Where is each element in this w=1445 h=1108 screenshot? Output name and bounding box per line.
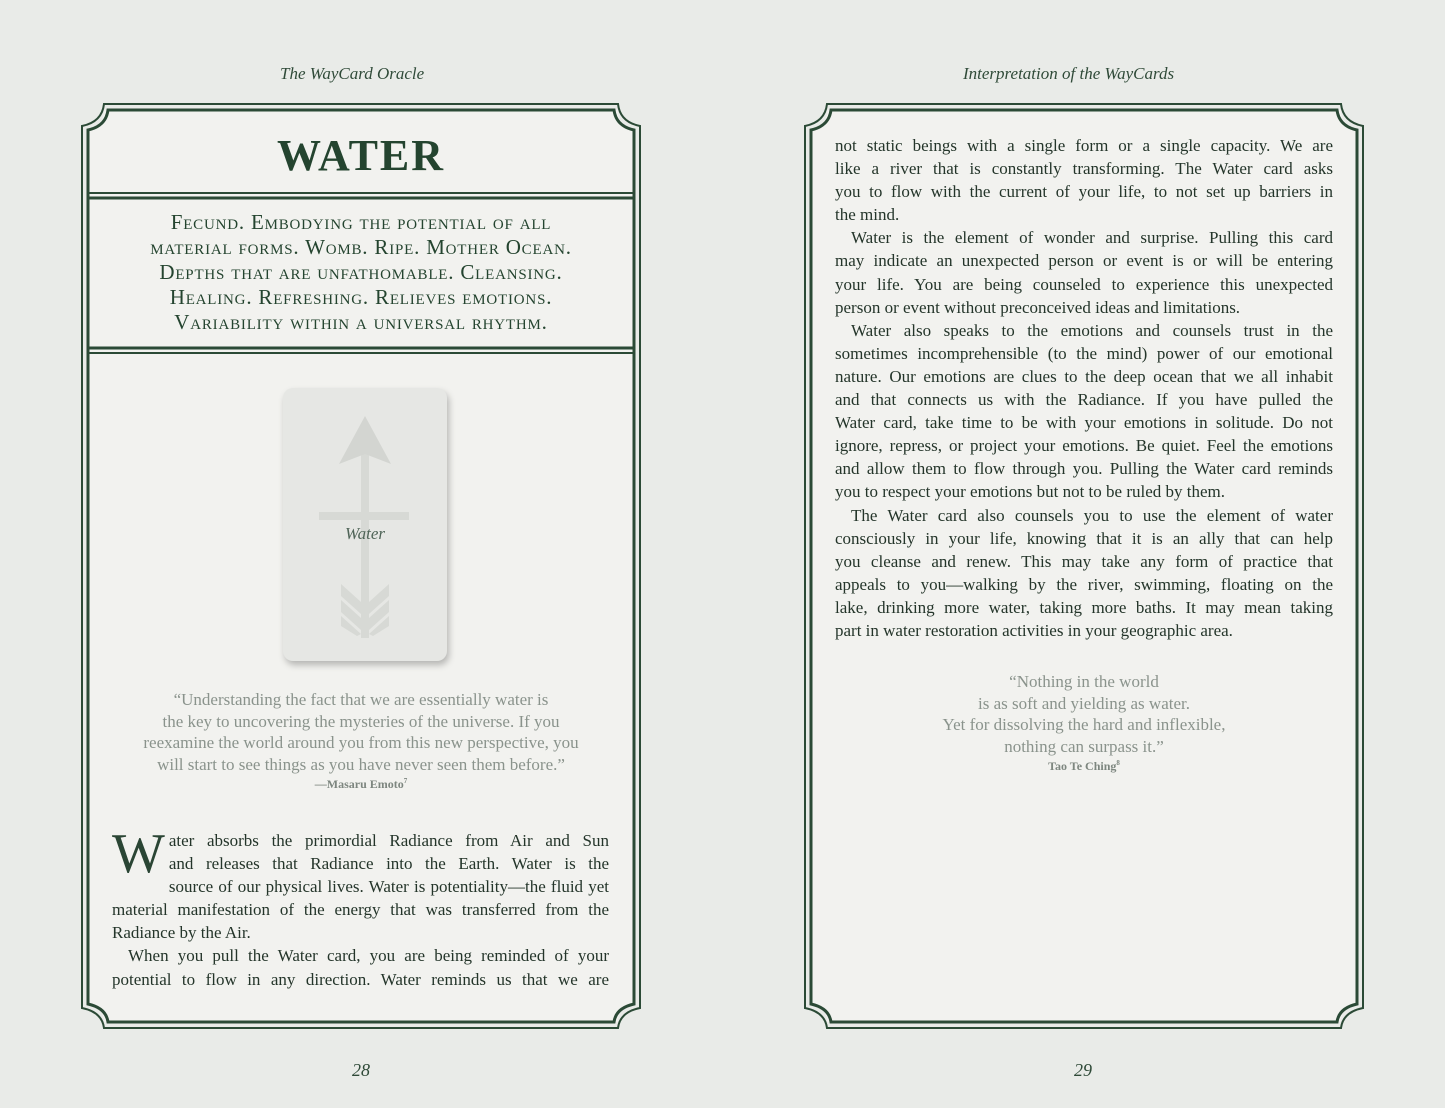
quote-line: “Understanding the fact that we are essentially water is (173, 690, 549, 709)
water-card-image (283, 388, 447, 661)
text-line: The Water card also counsels you to use the element of water (851, 505, 1333, 525)
attribution-name: —Masaru Emoto (314, 777, 404, 791)
card-title: WATER (276, 131, 446, 180)
paragraph (112, 944, 609, 990)
paragraph (835, 319, 1333, 504)
paragraph (112, 823, 609, 944)
epigraph-quote (96, 689, 626, 792)
running-head: Interpretation of the WayCards (963, 64, 1175, 83)
text-line: Water is the element of wonder and surprise. Pulling this card (851, 228, 1333, 248)
text-line: part in water restoration activities in your geographic area. (835, 620, 1233, 640)
quote-line: the key to uncovering the mysteries of the universe. If you (162, 711, 560, 731)
text-line: Water also speaks to the emotions and counsels trust in the (851, 320, 1333, 340)
text-line: Water card, take time to be with your emotions in solitude. Do not (835, 413, 1333, 433)
quote-line: nothing can surpass it.” (1004, 736, 1164, 756)
text-line: Radiance by the Air. (112, 923, 251, 943)
epigraph-quote (818, 671, 1350, 774)
text-line: and that connects us with the Radiance. If you have pulled the (835, 390, 1333, 410)
keyword-line: Depths that are unfathomable. Cleansing. (159, 260, 563, 284)
attribution-name: Tao Te Ching (1048, 759, 1117, 773)
text-line: When you pull the Water card, you are being reminded of your (128, 946, 609, 966)
text-line: appeals to you—walking by the river, swimming, floating on the (835, 574, 1333, 594)
footnote-marker: 8 (1116, 759, 1120, 767)
right-page (723, 0, 1445, 1108)
text-line: and allow them to flow through you. Pulling the Water card reminds (835, 459, 1333, 479)
text-line: and releases that Radiance into the Earth. Water is the (168, 854, 609, 874)
text-line: ater absorbs the primordial Radiance from Air and Sun (168, 831, 609, 850)
card-image-label: Water (345, 524, 385, 543)
text-line: lake, drinking more water, taking more baths. It may mean taking (835, 597, 1333, 617)
left-page (0, 0, 722, 1108)
text-line: sometimes incomprehensible (to the mind) power of our emotional (835, 343, 1333, 363)
quote-line: reexamine the world around you from this new perspective, you (143, 733, 579, 752)
page-number: 29 (1074, 1060, 1092, 1080)
text-line: source of our physical lives. Water is potentiality—the fluid yet (168, 877, 609, 897)
page-number: 28 (352, 1060, 370, 1080)
text-line: nature. Our emotions are clues to the deep ocean that we all inhabit (835, 366, 1333, 386)
text-line: you cleanse and renew. This may take any form of practice that (835, 551, 1333, 571)
text-line: material manifestation of the energy that was transferred from the (112, 900, 609, 920)
paragraph (835, 134, 1333, 226)
paragraph (835, 226, 1333, 318)
quote-line: “Nothing in the world (1009, 672, 1159, 691)
text-line: person or event without preconceived ideas and limitations. (835, 297, 1241, 317)
running-head: The WayCard Oracle (280, 64, 425, 83)
drop-cap: W (112, 823, 165, 885)
text-line: not static beings with a single form or a single capacity. We are (835, 136, 1333, 155)
keyword-line: Variability within a universal rhythm. (174, 310, 548, 334)
keyword-line: Healing. Refreshing. Relieves emotions. (169, 285, 553, 309)
quote-line: Yet for dissolving the hard and inflexible, (942, 715, 1226, 734)
quote-attribution (96, 777, 626, 792)
quote-attribution (818, 759, 1350, 774)
footnote-marker: 7 (403, 777, 408, 785)
quote-line: is as soft and yielding as water. (978, 693, 1190, 713)
text-line: you to flow with the current of your life, to not set up barriers in (835, 182, 1333, 202)
text-line: the mind. (835, 205, 900, 225)
text-line: like a river that is constantly transforming. The Water card asks (835, 159, 1333, 179)
text-line: potential to flow in any direction. Water reminds us that we are (112, 969, 609, 989)
card-keywords (90, 210, 632, 335)
text-line: your life. You are being counseled to experience this unexpected (835, 274, 1333, 294)
body-text (835, 134, 1333, 642)
keyword-line: material forms. Womb. Ripe. Mother Ocean. (150, 235, 572, 259)
keyword-line: Fecund. Embodying the potential of all (170, 210, 552, 234)
text-line: may indicate an unexpected person or event is or will be entering (835, 251, 1333, 271)
text-line: consciously in your life, knowing that it is an ally that can help (835, 528, 1333, 548)
paragraph (835, 504, 1333, 643)
body-text (112, 823, 609, 991)
quote-line: will start to see things as you have never seen them before.” (157, 754, 565, 774)
text-line: ignore, repress, or project your emotions. Be quiet. Feel the emotions (835, 436, 1333, 456)
text-line: you to respect your emotions but not to be ruled by them. (835, 482, 1225, 502)
